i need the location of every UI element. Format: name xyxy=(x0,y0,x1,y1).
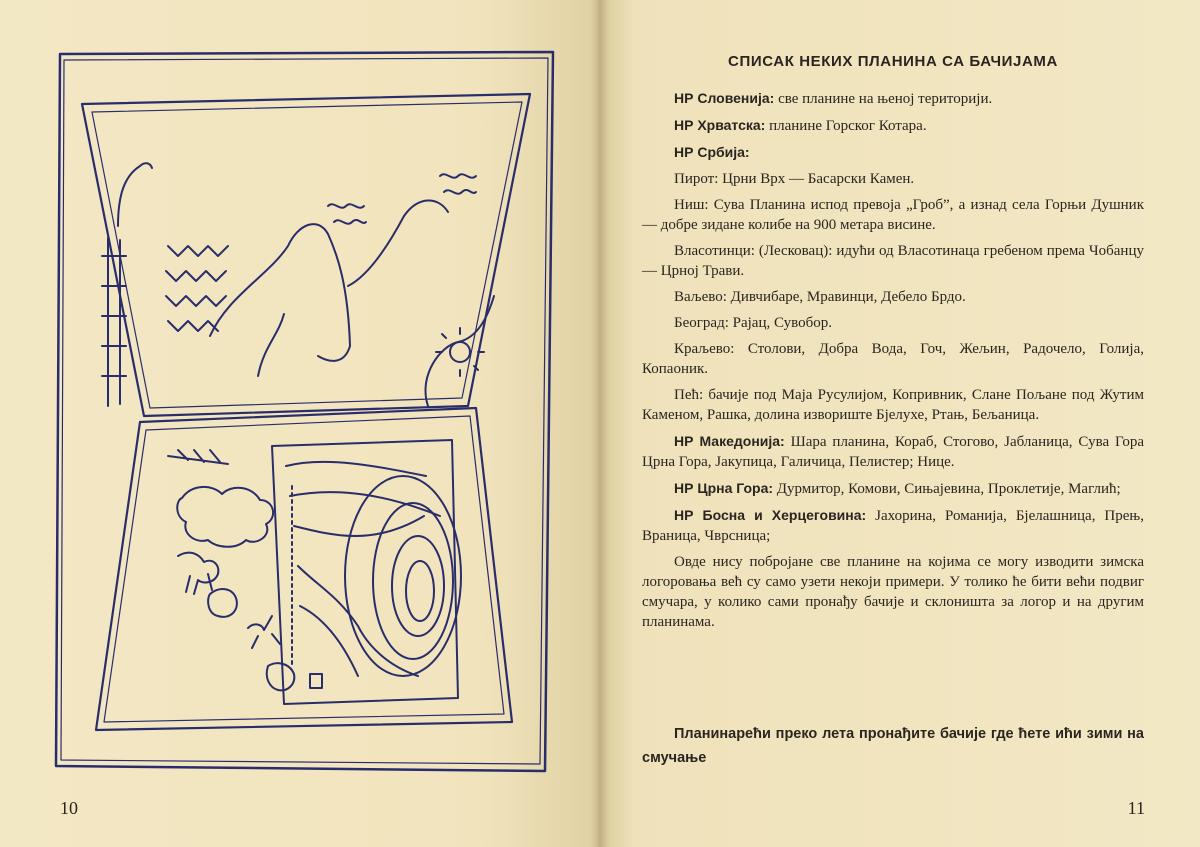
entry-label: НР Словенија: xyxy=(674,90,775,106)
closing-paragraph xyxy=(642,552,1144,632)
entry-pec xyxy=(642,385,1144,425)
map-sketch-illustration xyxy=(48,46,568,778)
entry-text: Шара планина, Кораб, Стогово, Јабланица, Сува Гора Црна Гора, Јакупица, Галичица, Пелистер; Нице. xyxy=(642,434,1144,470)
entry-label: НР Црна Гора: xyxy=(674,480,774,496)
page-number-right: 11 xyxy=(1127,798,1145,818)
right-page xyxy=(598,0,1200,847)
entry-vlasotinci xyxy=(642,241,1144,281)
entry-text: Београд: Рајац, Сувобор. xyxy=(674,315,832,331)
entry-label: НР Хрватска: xyxy=(674,117,766,133)
entry-text: Власотинци: (Лесковац): идући од Власотинаца гребеном према Чобанцу — Црној Трави. xyxy=(642,243,1144,279)
entry-text: Овде нису побројане све планине на којима се могу изводити зимска логоровања већ су само узети некоји примери. У толико ће бити већи подвиг смучара, у колико сами пронађу бачије и склоништа за логор и на другим планинама. xyxy=(642,554,1144,630)
entry-slovenia xyxy=(642,88,1144,109)
entry-text: Ниш: Сува Планина испод превоја „Гроб”, а изнад села Горњи Душник — добре зидане колибе на 900 метара висине. xyxy=(642,197,1144,233)
page-title: СПИСАК НЕКИХ ПЛАНИНА СА БАЧИЈАМА xyxy=(728,53,1058,70)
entry-text: планине Горског Котара. xyxy=(765,118,927,134)
entry-text: Дурмитор, Комови, Сињајевина, Проклетије, Маглић; xyxy=(773,481,1121,497)
entry-label: НР Македонија: xyxy=(674,433,785,449)
entry-kraljevo xyxy=(642,339,1144,379)
entry-label: НР Србија: xyxy=(674,144,750,160)
entry-valjevo xyxy=(642,287,1144,307)
entry-label: НР Босна и Херцеговина: xyxy=(674,507,867,523)
entry-pirot xyxy=(642,169,1144,189)
entry-serbia xyxy=(642,142,1144,163)
entry-text: Ваљево: Дивчибаре, Мравинци, Дебело Брдо. xyxy=(674,289,966,305)
entry-text: Пирот: Црни Врх — Басарски Камен. xyxy=(674,171,915,187)
left-page xyxy=(0,0,598,847)
entry-bosnia xyxy=(642,505,1144,546)
entry-text: Пећ: бачије под Маја Русулијом, Копривник, Слане Пољане под Жутим Каменом, Рашка, долина извориште Бјелухе, Ртањ, Бељаница. xyxy=(642,387,1144,423)
entry-text: Краљево: Столови, Добра Вода, Гоч, Жељин, Радочело, Голија, Копаоник. xyxy=(642,341,1144,377)
entry-montenegro xyxy=(642,478,1144,499)
entry-beograd xyxy=(642,313,1144,333)
footer-note: Планинарећи преко лета пронађите бачије где ћете ићи зими на смучање xyxy=(642,726,1144,766)
entry-nis xyxy=(642,195,1144,235)
entry-croatia xyxy=(642,115,1144,136)
entry-text: Јахорина, Романија, Бјелашница, Прењ, Враница, Чврсница; xyxy=(642,508,1144,544)
text-block xyxy=(642,52,1144,638)
page-number-left: 10 xyxy=(60,798,78,818)
entry-macedonia xyxy=(642,431,1144,472)
entry-text: све планине на њеној територији. xyxy=(774,91,993,107)
